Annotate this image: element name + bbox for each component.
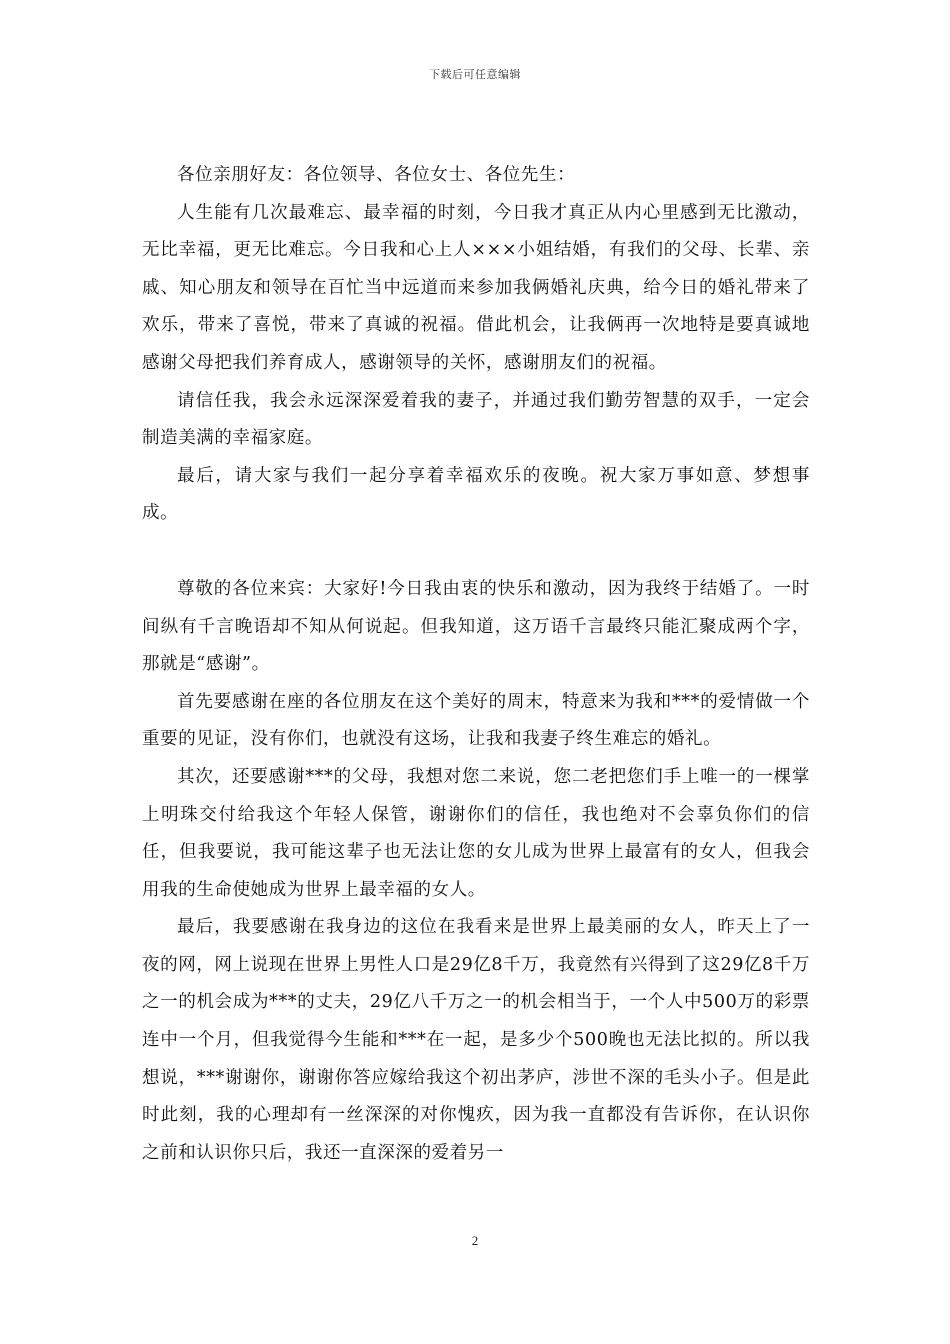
paragraph: 首先要感谢在座的各位朋友在这个美好的周末，特意来为我和***的爱情做一个重要的见证，没有你们，也就没有这场，让我和我妻子终生难忘的婚礼。 xyxy=(142,691,810,750)
paragraph: 尊敬的各位来宾：大家好!今日我由衷的快乐和激动，因为我终于结婚了。一时间纵有千言晚语却不知从何说起。但我知道，这万语千言最终只能汇聚成两个字，那就是“感谢”。 xyxy=(142,578,810,675)
speech-section-2 xyxy=(142,571,810,1173)
paragraph: 其次，还要感谢***的父母，我想对您二来说，您二老把您们手上唯一的一棵掌上明珠交付给我这个年轻人保管，谢谢你们的信任，我也绝对不会辜负你们的信任，但我要说，我可能这辈子也无法让您的女儿成为世界上最富有的女人，但我会用我的生命使她成为世界上最幸福的女人。 xyxy=(142,766,810,900)
paragraph: 最后，我要感谢在我身边的这位在我看来是世界上最美丽的女人，昨天上了一夜的网，网上说现在世界上男性人口是29亿8千万，我竟然有兴得到了这29亿8千万之一的机会成为***的丈夫，29亿八千万之一的机会相当于，一个人中500万的彩票连中一个月，但我觉得今生能和***在一起，是多少个500晚也无法比拟的。所以我想说，***谢谢你，谢谢你答应嫁给我这个初出茅庐，涉世不深的毛头小子。但是此时此刻，我的心理却有一丝深深的对你愧疚，因为我一直都没有告诉你，在认识你之前和认识你只后，我还一直深深的爱着另一 xyxy=(142,917,810,1163)
paragraph: 最后，请大家与我们一起分享着幸福欢乐的夜晚。祝大家万事如意、梦想事成。 xyxy=(142,465,810,524)
paragraph: 请信任我，我会永远深深爱着我的妻子，并通过我们勤劳智慧的双手，一定会制造美满的幸福家庭。 xyxy=(142,390,810,449)
document-body xyxy=(142,157,810,1172)
greeting-line: 各位亲朋好友：各位领导、各位女士、各位先生： xyxy=(177,165,576,185)
section-divider-space xyxy=(142,533,810,571)
page-header: 下载后可任意编辑 xyxy=(429,68,521,81)
page-number: 2 xyxy=(471,1233,479,1248)
paragraph: 人生能有几次最难忘、最幸福的时刻，今日我才真正从内心里感到无比激动，无比幸福，更无比难忘。今日我和心上人×××小姐结婚，有我们的父母、长辈、亲戚、知心朋友和领导在百忙当中远道而来参加我俩婚礼庆典，给今日的婚礼带来了欢乐，带来了喜悦，带来了真诚的祝福。借此机会，让我俩再一次地特是要真诚地感谢父母把我们养育成人，感谢领导的关怀，感谢朋友们的祝福。 xyxy=(142,202,810,373)
speech-section-1 xyxy=(142,157,810,533)
